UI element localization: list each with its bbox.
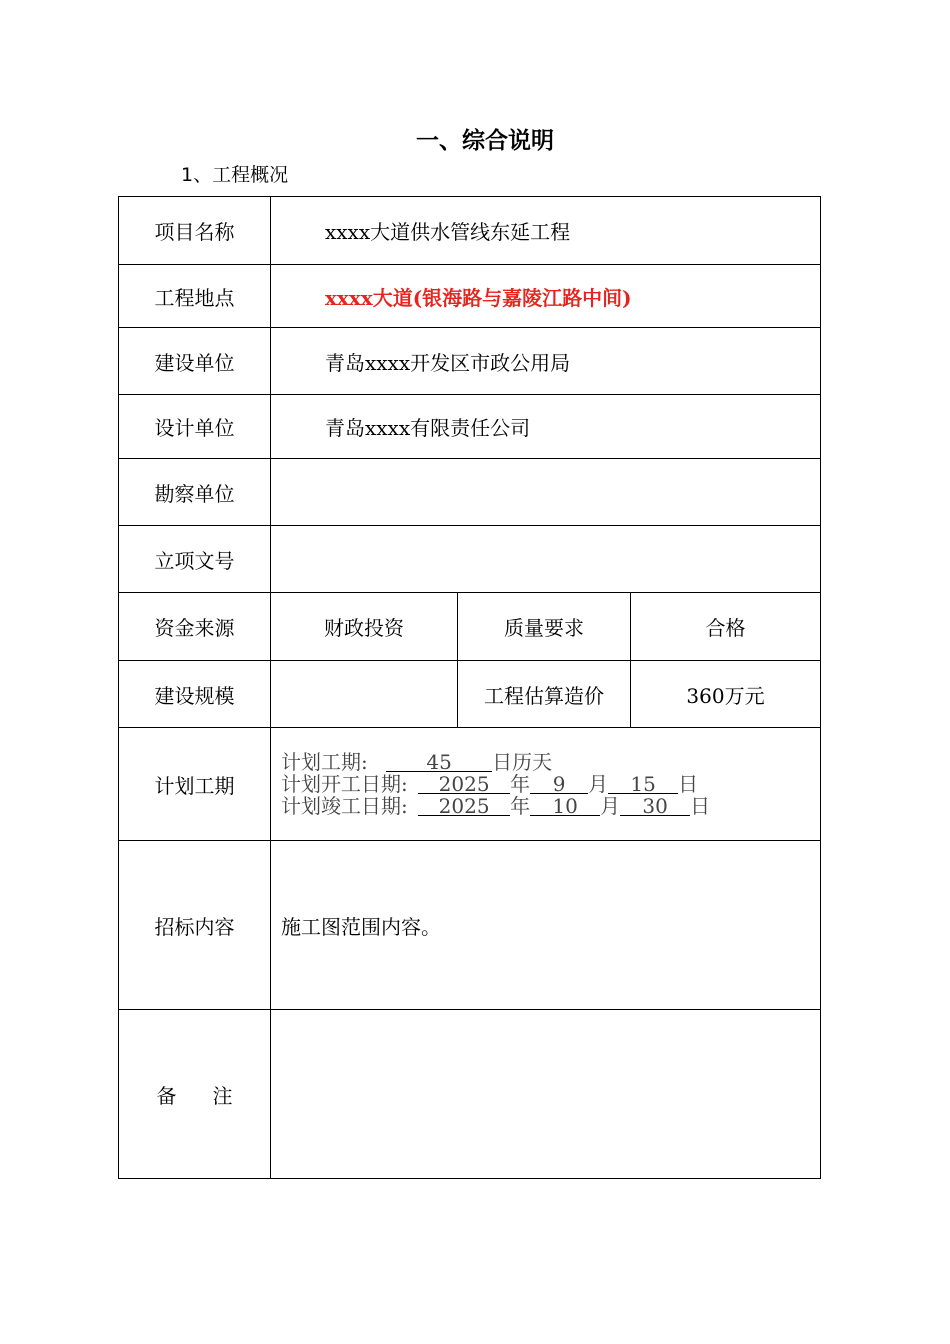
row-scope — [119, 841, 821, 1010]
row-builder — [119, 328, 821, 395]
start-year: 2025 — [418, 776, 510, 794]
surveyor-value — [271, 459, 821, 526]
row-schedule — [119, 728, 821, 841]
row-designer — [119, 395, 821, 459]
builder-label: 建设单位 — [119, 328, 271, 395]
row-surveyor — [119, 459, 821, 526]
designer-value: 青岛xxxx有限责任公司 — [271, 395, 821, 459]
cost-label: 工程估算造价 — [458, 661, 631, 728]
remarks-label — [119, 1010, 271, 1179]
surveyor-label: 勘察单位 — [119, 459, 271, 526]
row-scale — [119, 661, 821, 728]
row-remarks — [119, 1010, 821, 1179]
scale-label: 建设规模 — [119, 661, 271, 728]
project-overview-table — [118, 196, 821, 1179]
section-title: 1、工程概况 — [181, 164, 289, 186]
designer-label: 设计单位 — [119, 395, 271, 459]
location-label: 工程地点 — [119, 265, 271, 328]
end-day: 30 — [620, 798, 690, 816]
end-month: 10 — [530, 798, 600, 816]
location-value: xxxx大道(银海路与嘉陵江路中间) — [271, 265, 821, 328]
remarks-label-b: 注 — [212, 1083, 233, 1108]
cost-value: 360万元 — [631, 661, 821, 728]
start-label: 计划开工日期: — [281, 772, 408, 796]
remarks-value — [271, 1010, 821, 1179]
scope-label: 招标内容 — [119, 841, 271, 1010]
scope-value: 施工图范围内容。 — [271, 841, 821, 1010]
end-year: 2025 — [418, 798, 510, 816]
approval-no-label: 立项文号 — [119, 526, 271, 593]
project-name-label: 项目名称 — [119, 197, 271, 265]
approval-no-value — [271, 526, 821, 593]
duration-label: 计划工期: — [281, 750, 368, 774]
funding-value: 财政投资 — [271, 593, 458, 661]
schedule-label: 计划工期 — [119, 728, 271, 841]
remarks-label-a: 备 — [156, 1083, 177, 1108]
row-funding — [119, 593, 821, 661]
start-day-char: 日 — [678, 772, 699, 796]
start-day: 15 — [608, 776, 678, 794]
end-date-line — [281, 795, 820, 817]
row-location — [119, 265, 821, 328]
end-year-char: 年 — [510, 794, 531, 818]
duration-unit: 日历天 — [492, 750, 553, 774]
row-approval-no — [119, 526, 821, 593]
quality-label: 质量要求 — [458, 593, 631, 661]
start-month-char: 月 — [588, 772, 609, 796]
end-month-char: 月 — [600, 794, 621, 818]
duration-value: 45 — [386, 754, 492, 772]
duration-line — [281, 751, 820, 773]
end-label: 计划竣工日期: — [281, 794, 408, 818]
start-month: 9 — [530, 776, 588, 794]
end-day-char: 日 — [690, 794, 711, 818]
builder-value: 青岛xxxx开发区市政公用局 — [271, 328, 821, 395]
schedule-details — [271, 728, 821, 841]
start-year-char: 年 — [510, 772, 531, 796]
funding-label: 资金来源 — [119, 593, 271, 661]
row-project-name — [119, 197, 821, 265]
start-date-line — [281, 773, 820, 795]
page-title: 一、综合说明 — [416, 128, 554, 154]
quality-value: 合格 — [631, 593, 821, 661]
project-name-value: xxxx大道供水管线东延工程 — [271, 197, 821, 265]
scale-value — [271, 661, 458, 728]
